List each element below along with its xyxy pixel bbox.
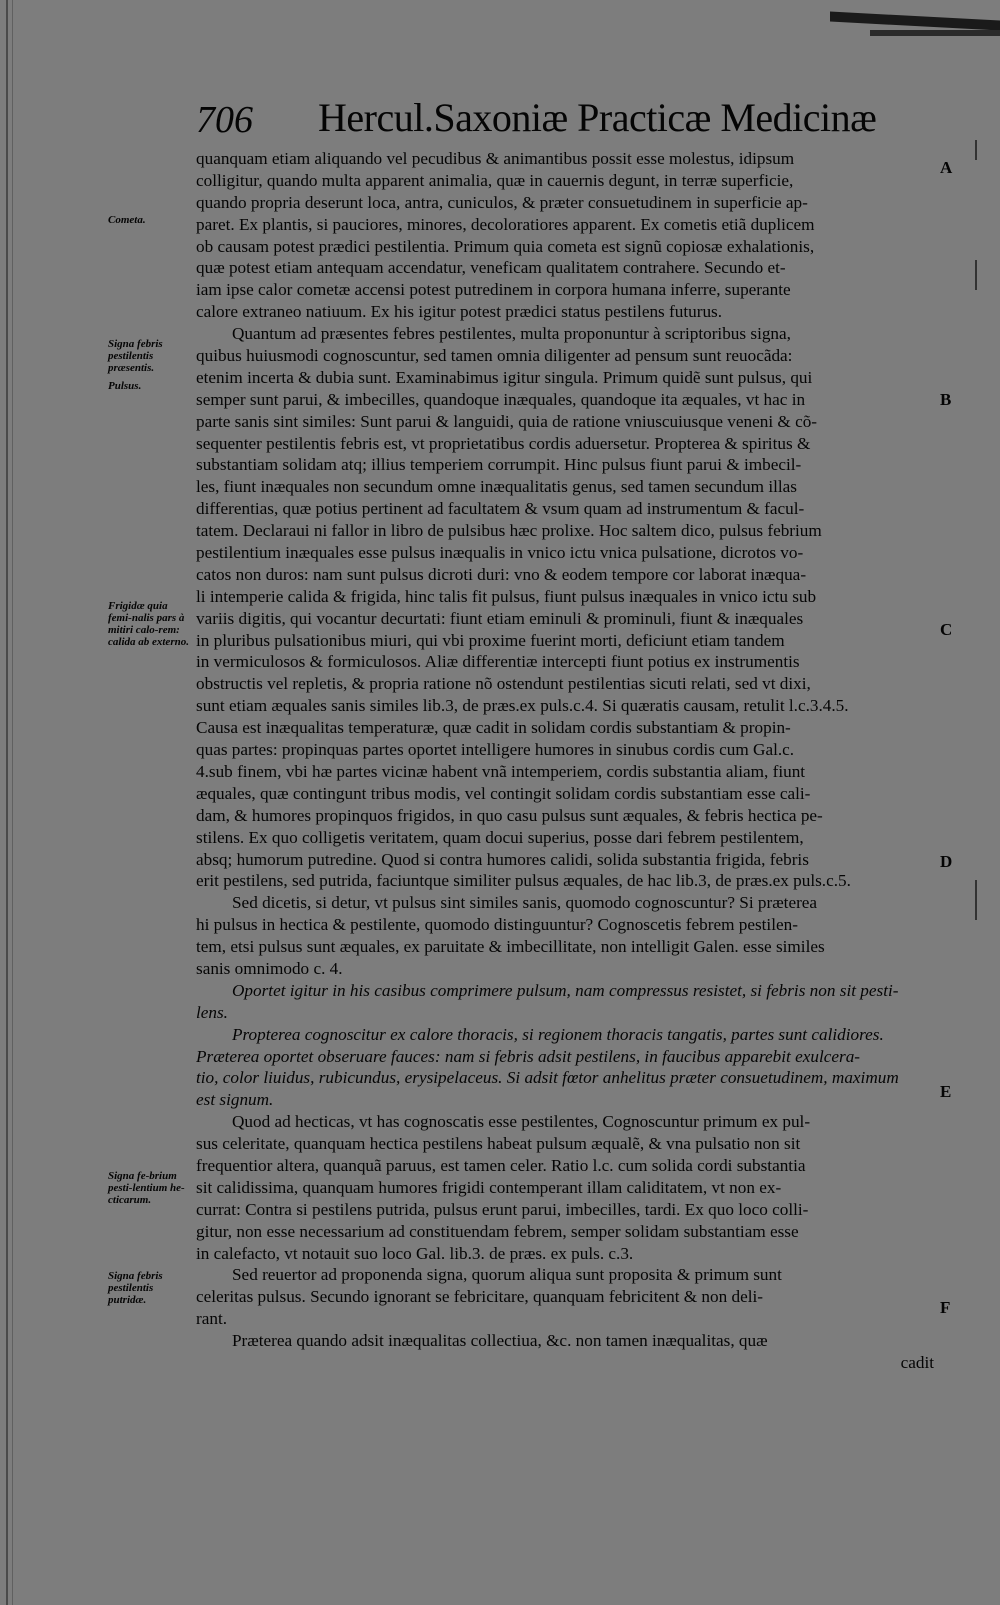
running-title: Hercul.Saxoniæ Practicæ Medicinæ [318,95,877,140]
text-line: obstructis vel repletis, & propria ratione nõ ostendunt pestilentias sicuti relati, sed vt dixi, [196,674,811,694]
text-line: gitur, non esse necessarium ad constituendam febrem, semper solidam substantiam esse [196,1221,799,1241]
text-line: Quod ad hecticas, vt has cognoscatis esse pestilentes, Cognoscuntur primum ex pul- [232,1112,811,1132]
section-letter: F [940,1298,951,1317]
text-line: in vermiculosos & formiculosos. Aliæ differentiæ intercepti fiunt potius ex instrumentis [196,652,800,672]
scan-mark [975,260,977,290]
page-number: 706 [196,99,253,141]
text-line: sequenter pestilentis febris est, vt proprietatibus cordis aduersetur. Propterea & spiritus & [196,433,811,453]
text-line: semper sunt parui, & imbecilles, quandoque inæquales, quandoque ita æquales, vt hac in [196,389,806,409]
text-line: lens. [196,1002,228,1022]
text-line: in calefacto, vt notauit suo loco Gal. lib.3. de præs. ex puls. c.3. [196,1243,634,1263]
text-line: variis digitis, qui vocantur decurtati: fiunt etiam eminuli & prominuli, fiunt & inæquales [196,608,804,628]
text-line: sit calidissima, quanquam humores frigidi contemperant illam caliditatem, vt non ex- [196,1177,782,1197]
text-line: est signum. [196,1090,274,1110]
section-letter: D [940,852,953,871]
text-line: sanis omnimodo c. 4. [196,958,343,978]
text-line: tio, color liuidus, rubicundus, erysipelaceus. Si adsit fœtor anhelitus præter consuetudinem, maximum [196,1068,899,1088]
text-line: quas partes: propinquas partes oportet intelligere humores in sinubus cordis cum Gal.c. [196,740,795,760]
text-line: Oportet igitur in his casibus comprimere pulsum, nam compressus resistet, si febris non sit pesti- [232,980,899,1000]
page-edge [6,0,8,1605]
text-line: Præterea oportet obseruare fauces: nam si febris adsit pestilens, in faucibus apparebit exulcera- [196,1046,861,1066]
text-line: li intemperie calida & frigida, hinc talis fit pulsus, fiunt pulsus inæquales in vnico ictu sub [196,586,817,606]
text-line: rant. [196,1309,228,1329]
margin-note: Signa febris pestilentis putridæ. [108,1270,163,1306]
text-line: quanquam etiam aliquando vel pecudibus & animantibus possit esse molestus, idipsum [196,149,795,168]
text-line: Causa est inæqualitas temperaturæ, quæ cadit in solidam cordis substantiam & propin- [196,718,791,738]
text-line: Propterea cognoscitur ex calore thoracis, si regionem thoracis tangatis, partes sunt calidiores. [232,1024,884,1044]
text-line: paret. Ex plantis, si pauciores, minores, decoloratiores apparent. Ex cometis etiã duplicem [196,214,815,234]
text-line: currat: Contra si pestilens putrida, pulsus erunt parui, imbecilles, tardi. Ex quo loco colli- [196,1199,809,1219]
text-line: Præterea quando adsit inæqualitas collectiua, &c. non tamen inæqualitas, quæ [232,1331,768,1351]
text-line: stilens. Ex quo colligetis veritatem, quam docui superius, posse dari febrem pestilentem, [196,827,804,847]
text-line: sus celeritate, quanquam hectica pestilens habeat pulsum æqualẽ, & vna pulsatio non sit [196,1134,801,1154]
text-line: ob causam potest prædici pestilentia. Primum quia cometa est signũ copiosæ exhalationis, [196,236,815,256]
text-line: parte sanis sint similes: Sunt parui & languidi, quia de ratione vniuscuiusque veneni & cõ- [196,411,818,431]
text-line: absq; humorum putredine. Quod si contra humores calidi, solida substantia frigida, febris [196,849,809,869]
text-line: frequentior altera, quanquã paruus, est tamen celer. Ratio l.c. cum solida cordi substantia [196,1155,806,1175]
text-line: pestilentium inæquales esse pulsus inæqualis in vnico ictu vnica pulsatione, dicrotos vo- [196,543,804,563]
page-edge-inner [12,0,13,1605]
torn-corner [830,0,1000,42]
text-line: tatem. Declaraui ni fallor in libro de pulsibus hæc prolixe. Hoc saltem dico, pulsus febrium [196,521,822,541]
text-line: æquales, quæ contingunt tribus modis, vel contingit solidam cordis substantiam esse cali- [196,783,811,803]
scan-mark [975,880,977,920]
text-line: differentias, quæ potius pertinent ad facultatem & vsum quam ad instrumentum & facul- [196,499,805,519]
text-line: Sed dicetis, si detur, vt pulsus sint similes sanis, quomodo cognoscuntur? Si præterea [232,893,818,913]
text-line: celeritas pulsus. Secundo ignorant se febricitare, quanquam febricitent & non deli- [196,1287,764,1307]
text-line: 4.sub finem, vbi hæ partes vicinæ habent vnã intemperiem, cordis substantia aliam, fiunt [196,761,806,781]
text-line: catos non duros: nam sunt pulsus dicroti duri: vno & eodem tempore cor laborat inæqua- [196,564,807,584]
margin-note: Frigidæ quia femi-nalis pars à mitiri calo-rem: calida ab externo. [108,600,189,648]
text-line: tem, etsi pulsus sunt æquales, ex paruitate & imbecillitate, non intelligit Galen. esse similes [196,937,825,957]
text-line: quæ potest etiam antequam accendatur, veneficam qualitatem contrahere. Secundo et- [196,258,786,278]
section-letter: B [940,390,952,409]
text-line: sunt etiam æquales sanis similes lib.3, de præs.ex puls.c.4. Si quæratis causam, retulit l.c.3.4.5. [196,696,849,716]
text-line: les, fiunt inæquales non secundum omne inæqualitatis genus, sed tamen secundum illas [196,477,797,497]
catchword: cadit [900,1352,934,1372]
text-line: Sed reuertor ad proponenda signa, quorum aliqua sunt proposita & primum sunt [232,1265,782,1285]
section-letter: C [940,620,953,639]
scan-mark [975,140,977,160]
text-line: substantiam solidam atq; illius temperiem corrumpit. Hinc pulsus fiunt parui & imbecil- [196,455,802,475]
section-letter: A [940,158,953,177]
text-line: hi pulsus in hectica & pestilente, quomodo distinguuntur? Cognoscetis febrem pestilen- [196,915,798,935]
text-line: calore extraneo natiuum. Ex his igitur potest prædici status pestilens futurus. [196,302,723,322]
text-line: dam, & humores propinquos frigidos, in quo casu pulsus sunt æquales, & febris hectica pe- [196,805,823,825]
body-text [196,148,936,1374]
text-line: erit pestilens, sed putrida, faciuntque similiter pulsus æquales, de hac lib.3, de præs.ex puls.c.5. [196,871,851,891]
text-line: quibus huiusmodi cognoscuntur, sed tamen omnia diligenter ad pensum sunt reuocãda: [196,346,793,366]
text-line: colligitur, quando multa apparent animalia, quæ in cauernis degunt, in terræ superficie, [196,170,794,190]
text-line: Quantum ad præsentes febres pestilentes, multa proponuntur à scriptoribus signa, [232,324,791,344]
margin-note: Pulsus. [108,380,142,392]
margin-note: Signa febris pestilentis præsentis. [108,338,163,374]
margin-note: Cometa. [108,214,146,226]
section-letter: E [940,1082,952,1101]
text-line: etenim incerta & dubia sunt. Examinabimus igitur singula. Primum quidẽ sunt pulsus, qui [196,367,813,387]
margin-note: Signa fe-brium pesti-lentium he-cticarum. [108,1170,185,1206]
text-line: in pluribus pulsationibus miuri, qui vbi proxime fuerint morti, deficiunt etiam tandem [196,630,785,650]
text-line: quando propria deserunt loca, antra, cuniculos, & præter consuetudinem in superficie ap- [196,192,808,212]
text-line: iam ipse calor cometæ accensi potest putredinem in corpora humana inferre, superante [196,280,791,300]
